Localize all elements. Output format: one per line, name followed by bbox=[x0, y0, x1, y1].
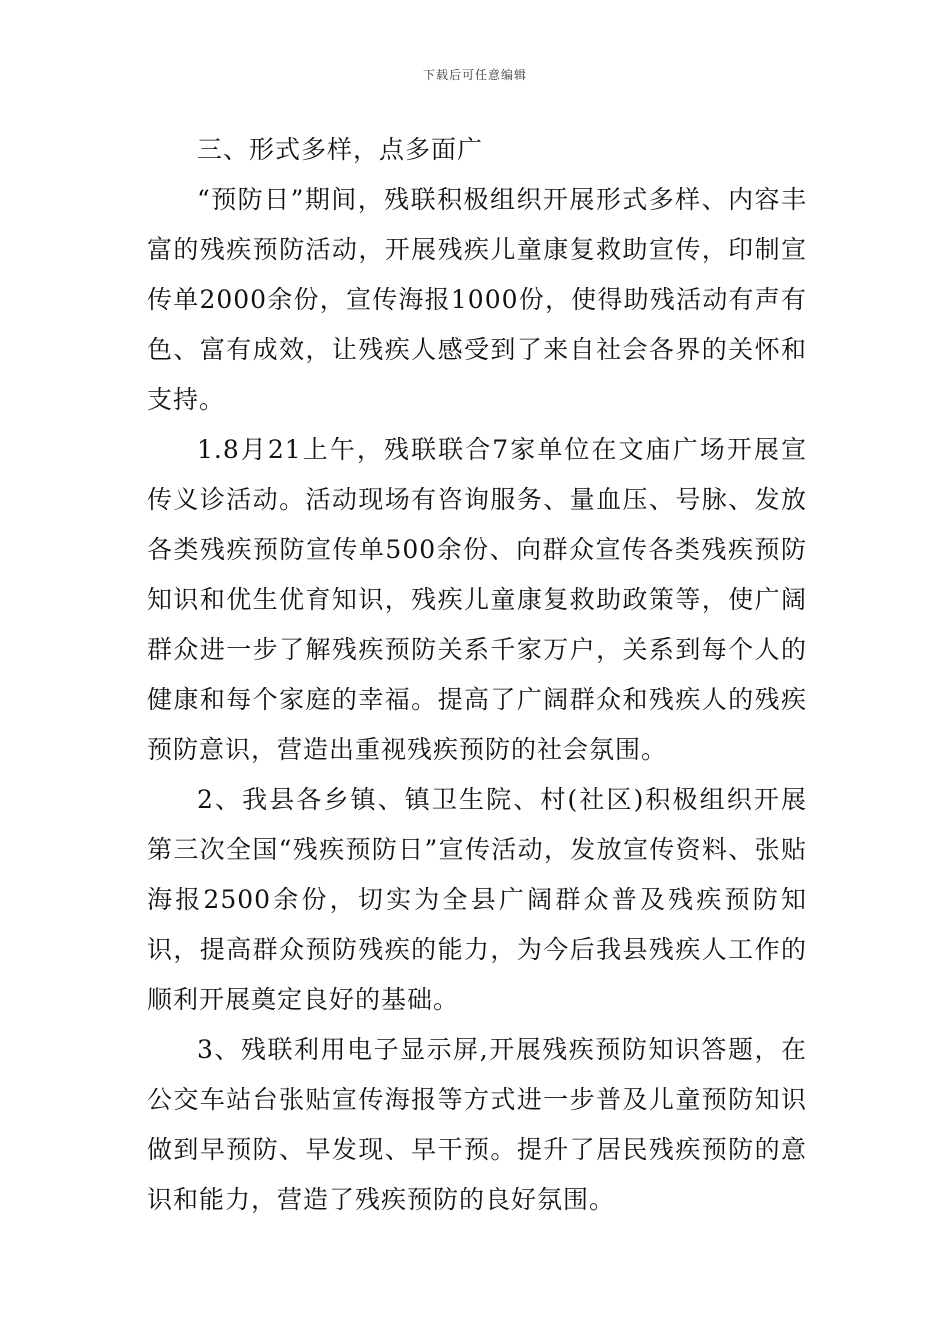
page-header: 下载后可任意编辑 bbox=[422, 68, 527, 82]
section-heading: 三、形式多样，点多面广 bbox=[197, 135, 484, 164]
paragraph-item-2: 2、我县各乡镇、镇卫生院、村(社区)积极组织开展第三次全国“残疾预防日”宣传活动，发放宣传资料、张贴海报2500余份，切实为全县广阔群众普及残疾预防知识，提高群众预防残疾的能力，为今后我县残疾人工作的顺利开展奠定良好的基础。 bbox=[147, 785, 807, 1014]
document-body bbox=[147, 125, 807, 1225]
paragraph-item-1: 1.8月21上午，残联联合7家单位在文庙广场开展宣传义诊活动。活动现场有咨询服务、量血压、号脉、发放各类残疾预防宣传单500余份、向群众宣传各类残疾预防知识和优生优育知识，残疾儿童康复救助政策等，使广阔群众进一步了解残疾预防关系千家万户，关系到每个人的健康和每个家庭的幸福。提高了广阔群众和残疾人的残疾预防意识，营造出重视残疾预防的社会氛围。 bbox=[147, 435, 807, 764]
paragraph-item-3: 3、残联利用电子显示屏,开展残疾预防知识答题，在公交车站台张贴宣传海报等方式进一步普及儿童预防知识做到早预防、早发现、早干预。提升了居民残疾预防的意识和能力，营造了残疾预防的良好氛围。 bbox=[147, 1035, 807, 1214]
paragraph-intro: “预防日”期间，残联积极组织开展形式多样、内容丰富的残疾预防活动，开展残疾儿童康复救助宣传，印制宣传单2000余份，宣传海报1000份，使得助残活动有声有色、富有成效，让残疾人感受到了来自社会各界的关怀和支持。 bbox=[147, 185, 807, 414]
